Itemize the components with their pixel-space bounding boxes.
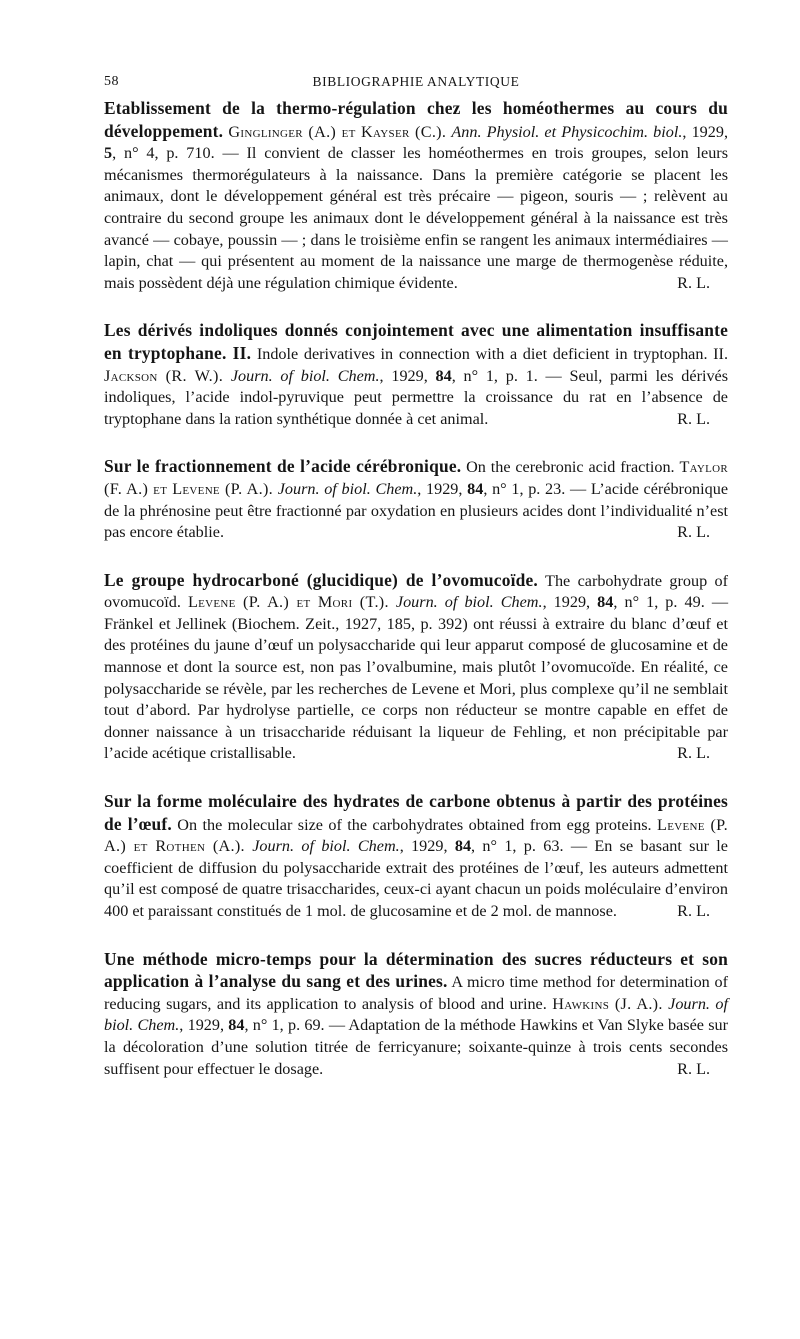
journal-name: Journ. of biol. Chem. <box>104 994 728 1035</box>
bibliography-entry <box>104 949 728 1081</box>
entry-abstract: — En se basant sur le coefficient de diffusion du polysaccharide extrait des protéines de l’œuf, les auteurs admettent qu’il est composé de quatre trisaccharides, ceux-ci ayant chacun un poids moléculaire d’environ 400 et paraissant constitués de 1 mol. de glucosamine et de 2 mol. de mannose. <box>104 837 728 920</box>
english-title: On the cerebronic acid fraction. <box>461 458 680 477</box>
entry-abstract: — L’acide cérébronique de la phrénosine peut être fractionné par oxydation en plusieurs acides dont l’individualité n’est pas encore établie. <box>104 479 728 542</box>
entry-authors: Levene (P. A.) et Rothen (A.). <box>104 815 728 856</box>
issue-page: , n° 4, p. 710. <box>112 144 215 163</box>
journal-name: Journ. of biol. Chem. <box>395 593 543 612</box>
reviewer-initials: R. L. <box>677 902 710 920</box>
entry-title: Le groupe hydrocarboné (glucidique) de l’ovomucoïde. <box>104 569 538 590</box>
reviewer-initials: R. L. <box>677 1059 710 1078</box>
issue-page: , n° 1, p. 49. <box>613 593 705 612</box>
entry-year: , 1929, <box>542 593 598 612</box>
entry-year: , 1929, <box>682 122 729 141</box>
reviewer-initials: R. L. <box>677 523 710 542</box>
entry-authors: Taylor (F. A.) et Levene (P. A.). <box>104 458 729 498</box>
bibliography-entry <box>104 791 728 923</box>
volume-number: 84 <box>435 366 452 385</box>
volume-number: 84 <box>228 1016 245 1035</box>
entry-title: Sur la forme moléculaire des hydrates de carbone obtenus à partir des protéines de l’œuf. <box>104 791 728 834</box>
entry-year: , 1929, <box>417 479 468 498</box>
entry-abstract: — Seul, parmi les dérivés indoliques, l’acide indol-pyruvique peut permettre la croissance du rat en l’absence de tryptophane dans la ration synthétique donnée à cet animal. <box>104 366 729 428</box>
journal-name: Journ. of biol. Chem. <box>277 479 418 498</box>
issue-page: , n° 1, p. 63. <box>471 837 564 856</box>
page-number: 58 <box>104 74 119 89</box>
entry-year: , 1929, <box>399 837 455 856</box>
entry-year: , 1929, <box>379 366 436 385</box>
volume-number: 5 <box>104 144 113 163</box>
entry-year: , 1929, <box>179 1016 229 1035</box>
issue-page: , n° 1, p. 23. <box>483 479 566 498</box>
volume-number: 84 <box>597 593 614 612</box>
reviewer-initials: R. L. <box>677 744 710 763</box>
english-title: On the molecular size of the carbohydrates obtained from egg proteins. <box>171 815 658 834</box>
entry-title: Etablissement de la thermo-régulation chez les homéothermes au cours du développement. <box>104 98 728 141</box>
journal-name: Journ. of biol. Chem. <box>252 837 400 856</box>
entry-authors: Hawkins (J. A.). <box>552 994 663 1013</box>
entry-title: Sur le fractionnement de l’acide cérébronique. <box>104 456 462 477</box>
reviewer-initials: R. L. <box>677 273 710 292</box>
bibliography-entry <box>104 570 728 765</box>
bibliography-entry <box>104 98 728 294</box>
entry-authors: Ginglinger (A.) et Kayser (C.). <box>228 122 447 141</box>
english-title: Indole derivatives in connection with a diet deficient in tryptophan. II. <box>251 344 728 363</box>
running-title: BIBLIOGRAPHIE ANALYTIQUE <box>312 74 520 89</box>
entry-title: Les dérivés indoliques donnés conjointement avec une alimentation insuffisante en tryptophane. II. <box>104 320 728 363</box>
bibliography-entry <box>104 320 728 430</box>
running-head <box>104 70 728 98</box>
english-title: A micro time method for determination of reducing sugars, and its application to analysis of blood and urine. <box>104 973 728 1013</box>
reviewer-initials: R. L. <box>677 409 710 428</box>
issue-page: , n° 1, p. 1. <box>451 366 538 385</box>
entry-authors: Jackson (R. W.). <box>104 366 224 385</box>
entry-authors: Levene (P. A.) et Mori (T.). <box>187 593 389 612</box>
entry-abstract: — Fränkel et Jellinek (Biochem. Zeit., 1927, 185, p. 392) ont réussi à extraire du blanc d’œuf et des protéines du jaune d’œuf un polysaccharide qui leur apparut composé de glucosamine et de mannose et dont la source est, non pas l’ovalbumine, mais plutôt l’ovomucoïde. En réalité, ce polysaccharide se révèle, par les recherches de Levene et Mori, plus complexe qu’il ne semblait tout d’abord. Par hydrolyse partielle, ce corps non réducteur se montre capable en effet de donner naissance à un trisaccharide réduisant la liqueur de Fehling, et non précipitable par l’acide acétique cristallisable. <box>104 593 729 763</box>
journal-name: Journ. of biol. Chem. <box>230 366 380 385</box>
journal-name: Ann. Physiol. et Physicochim. biol. <box>451 122 683 141</box>
issue-page: , n° 1, p. 69. <box>244 1016 325 1035</box>
volume-number: 84 <box>467 479 484 498</box>
volume-number: 84 <box>454 837 472 856</box>
entry-title: Une méthode micro-temps pour la détermination des sucres réducteurs et son application à l’analyse du sang et des urines. <box>104 948 728 992</box>
bibliography-entry <box>104 456 728 543</box>
english-title: The carbohydrate group of ovomucoïd. <box>104 571 728 612</box>
entry-abstract: — Il convient de classer les homéothermes en trois groupes, selon leurs mécanismes thermorégulateurs à la naissance. Dans la première catégorie se placent les animaux, dont le développement général est très précaire — pigeon, souris — ; relèvent au contraire du second groupe les animaux dont le développement général à la naissance est très avancé — cobaye, poussin — ; dans le troisième enfin se rangent les animaux intermédiaires — lapin, chat — qui présentent au moment de la naissance une marge de thermogenèse réduite, mais possèdent déjà une régulation chimique évidente. <box>104 144 728 292</box>
page <box>104 70 728 1106</box>
entry-abstract: — Adaptation de la méthode Hawkins et Van Slyke basée sur la décoloration d’une solution titrée de ferricyanure; soixante-quinze à trois cents secondes suffisent pour effectuer le dosage. <box>104 1016 729 1078</box>
